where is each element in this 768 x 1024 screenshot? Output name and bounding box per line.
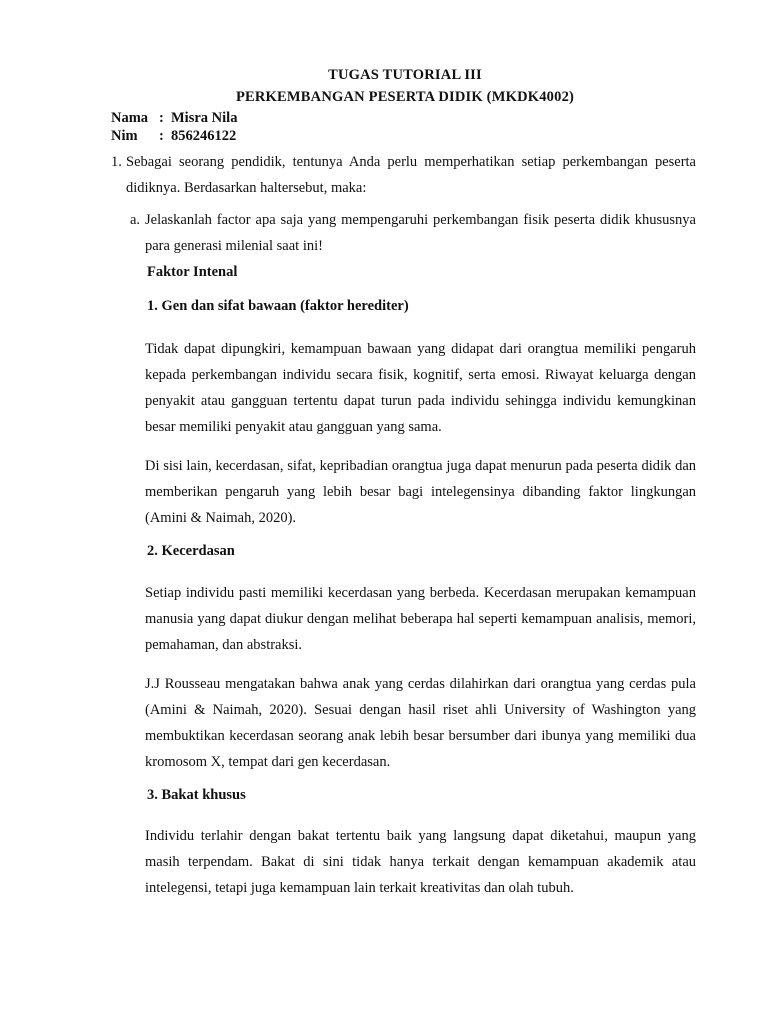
paragraph-kecerdasan-2: J.J Rousseau mengatakan bahwa anak yang cerdas dilahirkan dari orangtua yang cerdas pula (Amini & Naimah, 2020). Sesuai dengan hasil riset ahli University of Washington yang membuktikan kecerdasan seorang anak lebih besar bersumber dari ibunya yang memiliki dua kromosom X, tempat dari gen kecerdasan. <box>145 676 696 770</box>
paragraph-kecerdasan-1: Setiap individu pasti memiliki kecerdasan yang berbeda. Kecerdasan merupakan kemampuan manusia yang dapat diukur dengan melihat beberapa hal seperti kemampuan analisis, memori, pemahaman, dan abstraksi. <box>145 585 696 653</box>
paragraph-bakat-1: Individu terlahir dengan bakat tertentu baik yang langsung dapat diketahui, maupun yang masih terpendam. Bakat di sini tidak hanya terkait dengan kemampuan akademik atau intelegensi, tetapi juga kemampuan lain terkait kreativitas dan olah tubuh. <box>145 828 696 896</box>
subheading-gen: 1. Gen dan sifat bawaan (faktor herediter) <box>147 298 409 314</box>
subheading-bakat-khusus: 3. Bakat khusus <box>147 787 246 803</box>
paragraph-gen-2: Di sisi lain, kecerdasan, sifat, kepribadian orangtua juga dapat menurun pada peserta didik dan memberikan pengaruh yang lebih besar bagi intelegensinya dibanding faktor lingkungan (Amini & Naimah, 2020). <box>145 458 696 526</box>
nim-value: 856246122 <box>171 128 237 144</box>
name-line <box>111 110 237 127</box>
nim-separator: : <box>159 128 164 144</box>
question-1a <box>130 207 696 259</box>
document-subtitle: PERKEMBANGAN PESERTA DIDIK (MKDK4002) <box>235 89 575 105</box>
name-separator: : <box>159 110 164 126</box>
document-title: TUGAS TUTORIAL III <box>328 67 482 83</box>
name-value: Misra Nila <box>171 110 238 126</box>
nim-line <box>111 128 236 145</box>
question-1a-text: Jelaskanlah factor apa saja yang mempengaruhi perkembangan fisik peserta didik khususnya para generasi milenial saat ini! <box>145 212 696 254</box>
paragraph-gen-1: Tidak dapat dipungkiri, kemampuan bawaan yang didapat dari orangtua memiliki pengaruh kepada perkembangan individu secara fisik, kognitif, serta emosi. Riwayat keluarga dengan penyakit atau gangguan tertentu dapat turun pada individu sehingga individu kemungkinan besar memiliki penyakit atau gangguan yang sama. <box>145 341 696 435</box>
name-label: Nama <box>111 110 149 126</box>
question-1a-number: a. <box>130 212 141 228</box>
question-1-number: 1. <box>111 154 122 170</box>
question-1-text: Sebagai seorang pendidik, tentunya Anda perlu memperhatikan setiap perkembangan peserta didiknya. Berdasarkan haltersebut, maka: <box>126 154 696 196</box>
nim-label: Nim <box>111 128 138 144</box>
subheading-kecerdasan: 2. Kecerdasan <box>147 543 235 559</box>
section-heading-faktor-internal: Faktor Intenal <box>147 264 238 280</box>
question-1 <box>111 149 696 201</box>
